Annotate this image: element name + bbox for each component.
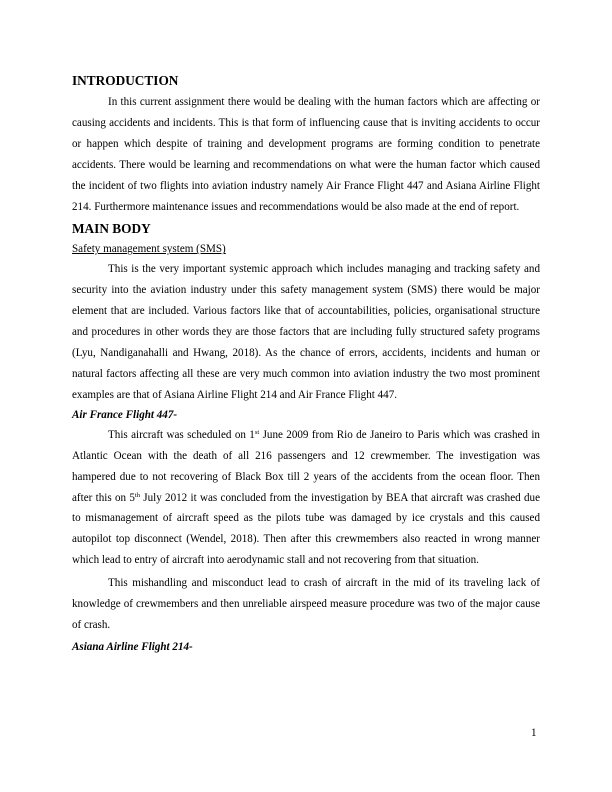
sms-subheading: Safety management system (SMS) xyxy=(72,243,226,256)
af-text-b: June 2009 from Rio de Janeiro to Paris which was crashed in Atlantic Ocean with the death of all 216 passengers and 12 crewmember. The investigation was hampered due to not recovering of Black Box till 2 years of the accidents from the ocean floor. Then after this on 5 xyxy=(72,428,540,504)
page-number: 1 xyxy=(531,727,537,739)
af-text-c: July 2012 it was concluded from the investigation by BEA that aircraft was crashed due to mismanagement of aircraft speed as the pilots tube was damaged by ice crystals and this caused autopilot top disconnect (Wendel, 2018). Then after this crewmembers also reacted in wrong manner which lead to entry of aircraft into aerodynamic stall and not recovering from that situation. xyxy=(72,491,541,567)
main-body-heading: MAIN BODY xyxy=(72,221,151,237)
af-text-a: This aircraft was scheduled on 1 xyxy=(108,428,255,441)
introduction-heading: INTRODUCTION xyxy=(72,73,179,88)
air-france-paragraph-1 xyxy=(72,425,540,571)
page-content xyxy=(72,72,540,657)
asiana-heading: Asiana Airline Flight 214- xyxy=(72,640,193,653)
air-france-heading: Air France Flight 447- xyxy=(72,408,178,421)
air-france-paragraph-2: This mishandling and misconduct lead to crash of aircraft in the mid of its traveling lack of knowledge of crewmembers and then unreliable airspeed measure procedure was two of the major cause of crash. xyxy=(72,577,540,631)
af-sup-st: st xyxy=(254,428,260,436)
sms-paragraph: This is the very important systemic approach which includes managing and tracking safety and security into the aviation industry under this safety management system (SMS) there would be major element that are included. Various factors like that of accountabilities, policies, organisational structure and procedures in other words they are those factors that are including fully structured safety programs (Lyu, Nandiganahalli and Hwang, 2018). As the chance of errors, accidents, incidents and human or natural factors affecting all these are very much common into aviation industry the two most prominent examples are that of Asiana Airline Flight 214 and Air France Flight 447. xyxy=(72,263,540,401)
af-sup-th: th xyxy=(134,491,140,499)
introduction-paragraph: In this current assignment there would be dealing with the human factors which are affecting or causing accidents and incidents. This is that form of influencing cause that is inviting accidents to occur or happen which despite of training and development programs are forming condition to penetrate accidents. There would be learning and recommendations on what were the human factor which caused the incident of two flights into aviation industry namely Air France Flight 447 and Asiana Airline Flight 214. Furthermore maintenance issues and recommendations would be also made at the end of report. xyxy=(72,96,540,213)
